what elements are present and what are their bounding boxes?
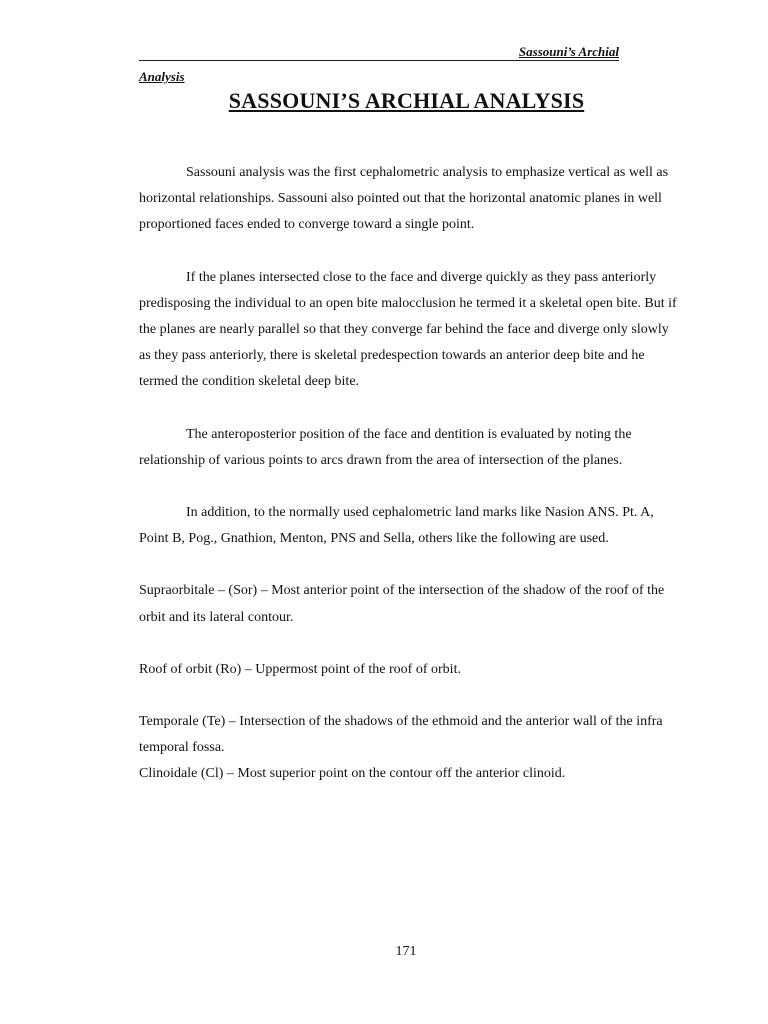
paragraph-1: Sassouni analysis was the first cephalometric analysis to emphasize vertical as well as horizontal relationships. Sassouni also pointed out that the horizontal anatomic planes in well proportioned faces ended to converge toward a single point.: [139, 165, 669, 233]
running-header-title-continued: Analysis: [139, 69, 185, 84]
page-title: SASSOUNI’S ARCHIAL ANALYSIS: [228, 88, 585, 113]
definition-temporale: Temporale (Te) – Intersection of the shadows of the ethmoid and the anterior wall of the infra temporal fossa.: [139, 714, 663, 756]
definition-supraorbitale: Supraorbitale – (Sor) – Most anterior point of the intersection of the shadow of the roof of the orbit and its lateral contour.: [139, 583, 665, 625]
paragraph-3: The anteroposterior position of the face and dentition is evaluated by noting the relationship of various points to arcs drawn from the area of intersection of the planes.: [139, 426, 632, 468]
running-header-title: Sassouni’s Archial: [518, 44, 619, 59]
paragraph-2: If the planes intersected close to the face and diverge quickly as they pass anteriorly predisposing the individual to an open bite malocclusion he termed it a skeletal open bite. But if the planes are nearly parallel so that they converge far behind the face and diverge only slowly as they pass anteriorly, there is skeletal predespection towards an anterior deep bite and he termed the condition skeletal deep bite.: [139, 269, 677, 390]
paragraph-4: In addition, to the normally used cephalometric land marks like Nasion ANS. Pt. A, Point B, Pog., Gnathion, Menton, PNS and Sella, others like the following are used.: [139, 505, 654, 547]
running-header: [139, 44, 619, 61]
document-body: [139, 160, 679, 788]
page-number: 171: [395, 944, 417, 959]
definition-roof-of-orbit: Roof of orbit (Ro) – Uppermost point of the roof of orbit.: [139, 661, 461, 677]
definition-clinoidale: Clinoidale (Cl) – Most superior point on the contour off the anterior clinoid.: [139, 766, 566, 782]
